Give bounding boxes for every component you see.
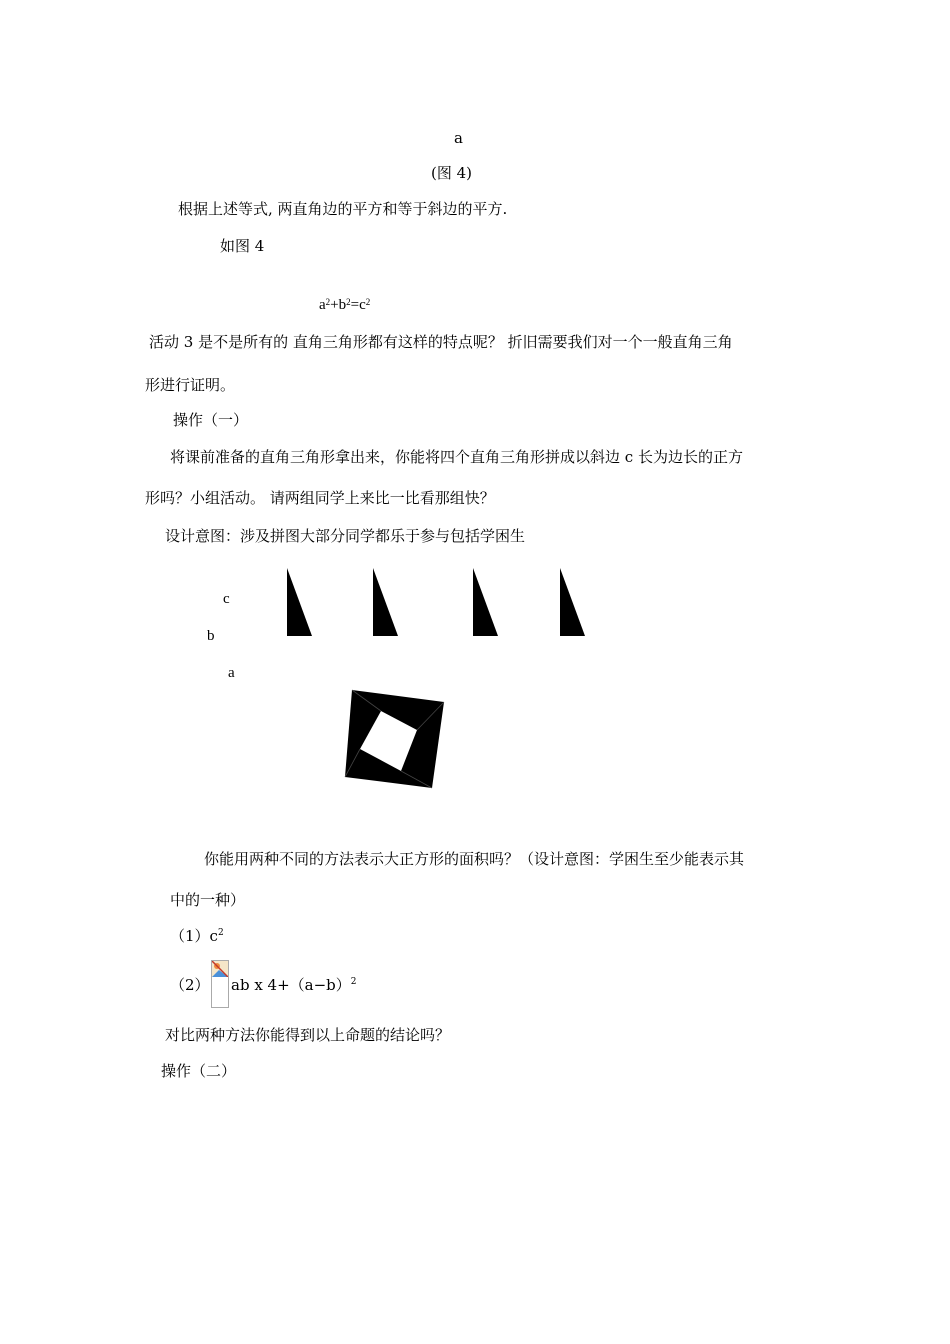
activity3-line2: 形进行证明。 — [145, 376, 236, 394]
triangle-label-a: a — [228, 665, 235, 681]
triangle-label-c: c — [223, 591, 230, 607]
compare-question: 对比两种方法你能得到以上命题的结论吗？ — [165, 1026, 451, 1044]
figure-label-a: a — [454, 129, 463, 147]
square-arrangement — [340, 685, 450, 795]
figure-caption: (图 4) — [431, 164, 473, 182]
image-placeholder-icon — [211, 960, 229, 1008]
design-intent: 设计意图：涉及拼图大部分同学都乐于参与包括学困生 — [165, 527, 526, 545]
triangle-3 — [473, 568, 498, 636]
figure-reference: 如图 4 — [220, 237, 265, 255]
question-line2: 中的一种） — [170, 891, 246, 909]
triangle-2 — [373, 568, 398, 636]
method-two-label: （2） — [170, 976, 210, 994]
operation-two-heading: 操作（二） — [161, 1062, 237, 1080]
method-one: $(1)c^2$ — [170, 927, 224, 945]
triangle-1 — [287, 568, 312, 636]
triangle-label-b: b — [207, 628, 215, 644]
conclusion-line: 根据上述等式, 两直角边的平方和等于斜边的平方. — [178, 200, 508, 218]
question-line1: 你能用两种不同的方法表示大正方形的面积吗？（设计意图：学困生至少能表示其 — [204, 850, 745, 868]
right-triangles — [280, 565, 600, 641]
pythagorean-formula: $a^2+b^2=c^2$ — [319, 297, 371, 313]
activity3-line1: 活动 3 是不是所有的 直角三角形都有这样的特点呢？ 折旧需要我们对一个一般直角三角 — [149, 333, 733, 351]
method-two-expression: ab x $4+(a-b)^2$ — [231, 976, 357, 994]
operation-one-heading: 操作（一） — [173, 411, 249, 429]
operation-one-line1: 将课前准备的直角三角形拿出来，你能将四个直角三角形拼成以斜边 c 长为边长的正方 — [170, 448, 743, 466]
operation-one-line2: 形吗？小组活动。 请两组同学上来比一比看那组快？ — [145, 489, 495, 507]
triangle-4 — [560, 568, 585, 636]
